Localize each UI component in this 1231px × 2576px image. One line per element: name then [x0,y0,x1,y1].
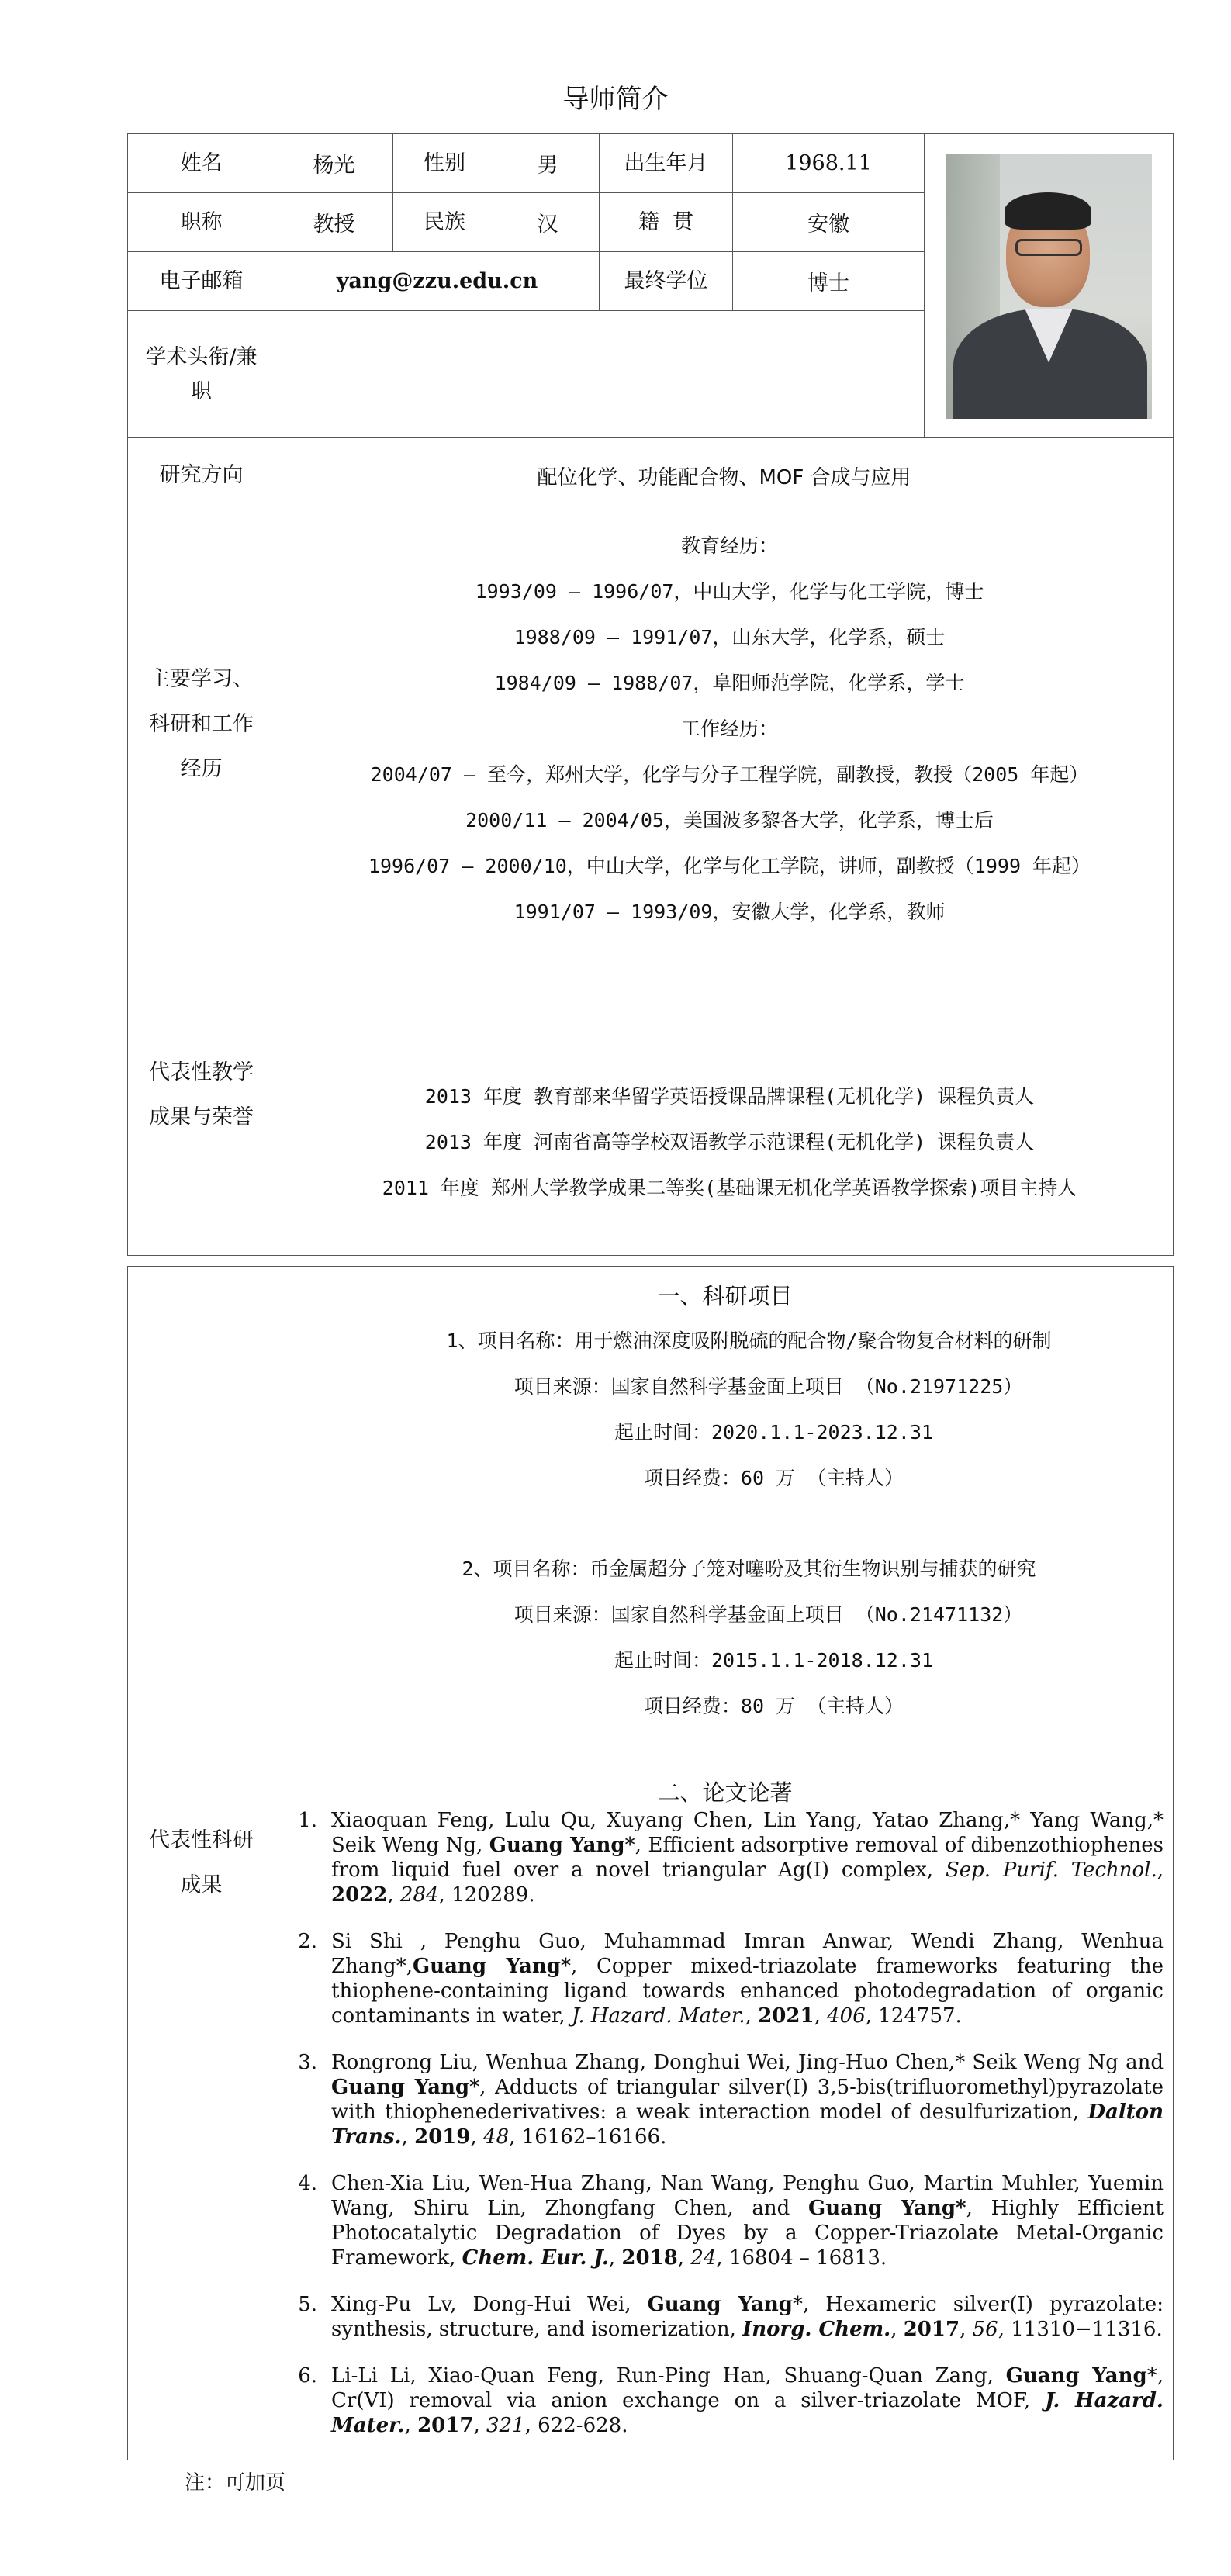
teaching-line: 2013 年度 河南省高等学校双语教学示范课程(无机化学) 课程负责人 [424,1130,1035,1153]
project-funding: 项目经费：60 万 （主持人） [643,1467,904,1489]
experience-label: 主要学习、科研和工作经历 [128,513,275,935]
experience-line: 2004/07 – 至今，郑州大学，化学与分子工程学院，副教授，教授（2005 年起） [370,763,1089,786]
paper-year: 2017 [903,2318,960,2341]
paper-journal: Dalton Trans. [331,2101,1164,2149]
experience-line: 2000/11 – 2004/05，美国波多黎各大学，化学系，博士后 [465,809,994,832]
paper-item: 4. Chen-Xia Liu, Wen-Hua Zhang, Nan Wang, Penghu Guo, Martin Muhler, Yuemin Wang, Shiru Lin, Zhongfang Chen, and Guang Yang*, Highly Efficient Photocatalytic Degradation of Dyes by a Copper-Triazolate Metal-Organic Framework, Chem. Eur. J., 2018, 24, 16804 – 16813. [298,2172,1164,2270]
academic-label: 学术头衔/兼职 [128,311,275,438]
paper-journal: J. Hazard. Mater. [331,2389,1164,2437]
paper-volume: 24 [690,2246,717,2270]
author-highlight: Guang Yang [1005,2364,1147,2388]
project-item [286,1546,1164,1729]
projects-heading: 一、科研项目 [657,1283,793,1309]
experience-content [275,513,1174,935]
research-direction-value: 配位化学、功能配合物、MOF 合成与应用 [275,438,1174,513]
teaching-content [275,935,1174,1256]
author-highlight: Guang Yang [647,2293,793,2316]
paper-journal: Inorg. Chem. [742,2318,891,2341]
project-source: 项目来源：国家自然科学基金面上项目 （No.21971225） [513,1375,1023,1398]
title-value: 教授 [275,193,393,252]
paper-item: 3. Rongrong Liu, Wenhua Zhang, Donghui Wei, Jing-Huo Chen,* Seik Weng Ng and Guang Yang*, Adducts of triangular silver(I) 3,5-bis(trifluoromethyl)pyrazolate with thiophenederivatives: a weak interaction model of desulfurization, Dalton Trans., 2019, 48, 16162–16166. [298,2051,1164,2149]
degree-value: 博士 [733,252,925,311]
paper-year: 2021 [758,2004,814,2028]
email-label: 电子邮箱 [128,252,275,311]
teaching-line: 2013 年度 教育部来华留学英语授课品牌课程(无机化学) 课程负责人 [424,1084,1035,1108]
research-label: 代表性科研成果 [128,1267,275,2460]
birth-value: 1968.11 [733,134,925,193]
paper-year: 2022 [331,1883,388,1907]
teaching-label: 代表性教学成果与荣誉 [128,935,275,1256]
experience-line: 1993/09 – 1996/07，中山大学，化学与化工学院，博士 [475,580,984,603]
gender-value: 男 [496,134,600,193]
project-funding: 项目经费：80 万 （主持人） [643,1695,904,1717]
paper-year: 2018 [621,2246,678,2270]
teaching-line: 2011 年度 郑州大学教学成果二等奖(基础课无机化学英语教学探索)项目主持人 [382,1176,1077,1199]
paper-volume: 48 [483,2125,510,2149]
page-title: 导师简介 [562,84,669,115]
paper-item: 1. Xiaoquan Feng, Lulu Qu, Xuyang Chen, Lin Yang, Yatao Zhang,* Yang Wang,* Seik Weng Ng, Guang Yang*, Efficient adsorptive removal of dibenzothiophenes from liquid fuel over a novel triangular Ag(I) complex, Sep. Purif. Technol., 2022, 284, 120289. [298,1809,1164,1907]
author-highlight: Guang Yang [489,1834,625,1857]
author-highlight: Guang Yang [331,2076,470,2099]
experience-line: 1984/09 – 1988/07，阜阳师范学院，化学系，学士 [494,672,965,694]
paper-volume: 56 [972,2318,998,2341]
experience-line: 工作经历： [680,717,778,740]
experience-line: 1991/07 – 1993/09，安徽大学，化学系，教师 [513,901,946,923]
author-highlight: Guang Yang* [808,2197,966,2220]
email-value: yang@zzu.edu.cn [275,252,600,311]
ethnic-label: 民族 [393,193,496,252]
project-name: 2、项目名称：币金属超分子笼对噻吩及其衍生物识别与捕获的研究 [462,1558,1036,1580]
academic-value [275,311,925,438]
project-period: 起止时间：2015.1.1-2018.12.31 [614,1649,933,1672]
paper-journal: Chem. Eur. J. [462,2246,609,2270]
experience-line: 1996/07 – 2000/10，中山大学，化学与化工学院，讲师，副教授（1999 年起） [368,855,1091,877]
research-content [275,1267,1174,2460]
name-value: 杨光 [275,134,393,193]
experience-line: 1988/09 – 1991/07，山东大学，化学系，硕士 [513,626,946,648]
title-label: 职称 [128,193,275,252]
portrait-photo [946,154,1152,419]
paper-year: 2017 [417,2414,474,2437]
paper-year: 2019 [414,2125,471,2149]
project-name: 1、项目名称：用于燃油深度吸附脱硫的配合物/聚合物复合材料的研制 [446,1329,1052,1352]
paper-journal: Sep. Purif. Technol. [945,1859,1157,1882]
papers-list [286,1808,1164,2438]
profile-table [127,133,1174,1256]
paper-volume: 321 [486,2414,525,2437]
paper-item: 6. Li-Li Li, Xiao-Quan Feng, Run-Ping Han, Shuang-Quan Zang, Guang Yang*, Cr(VI) removal via anion exchange on a silver-triazolate MOF, J. Hazard. Mater., 2017, 321, 622-628. [298,2364,1164,2437]
photo-cell [925,134,1174,438]
author-highlight: Guang Yang [412,1955,561,1978]
origin-value: 安徽 [733,193,925,252]
paper-item: 5. Xing-Pu Lv, Dong-Hui Wei, Guang Yang*, Hexameric silver(I) pyrazolate: synthesis, structure, and isomerization, Inorg. Chem., 2017, 56, 11310−11316. [298,2293,1164,2341]
name-label: 姓名 [128,134,275,193]
paper-volume: 406 [827,2004,866,2028]
research-direction-label: 研究方向 [128,438,275,513]
ethnic-value: 汉 [496,193,600,252]
experience-line: 教育经历： [680,534,778,557]
project-period: 起止时间：2020.1.1-2023.12.31 [614,1421,933,1444]
degree-label: 最终学位 [600,252,733,311]
origin-label: 籍 贯 [600,193,733,252]
footnote: 注：可加页 [185,2471,286,2495]
project-source: 项目来源：国家自然科学基金面上项目 （No.21471132） [513,1603,1023,1626]
birth-label: 出生年月 [600,134,733,193]
paper-journal: J. Hazard. Mater. [571,2004,745,2028]
papers-heading: 二、论文论著 [657,1779,793,1806]
paper-item: 2. Si Shi , Penghu Guo, Muhammad Imran Anwar, Wendi Zhang, Wenhua Zhang*,Guang Yang*, Copper mixed-triazolate frameworks featuring the thiophene-containing ligand towards enhanced photodegradation of organic contaminants in water, J. Hazard. Mater., 2021, 406, 124757. [298,1930,1164,2028]
paper-volume: 284 [399,1883,439,1907]
project-item [286,1318,1164,1501]
research-table [127,1266,1174,2460]
gender-label: 性别 [393,134,496,193]
